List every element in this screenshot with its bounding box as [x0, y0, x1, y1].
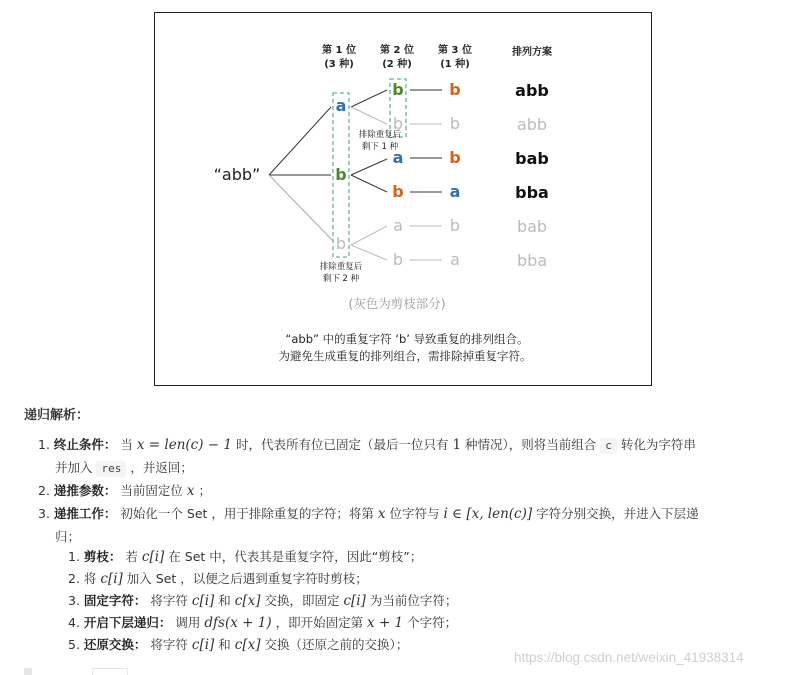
- item-text: 转化为字符串: [616, 437, 696, 452]
- result-r6: bba: [516, 251, 548, 270]
- item-text: 时，代表所有位已固定（最后一位只有: [232, 437, 453, 452]
- bottom-code-edge: [92, 668, 128, 675]
- math-expr: dfs(x + 1): [204, 615, 272, 631]
- tree-svg: [155, 13, 653, 387]
- permutation-tree-diagram: [154, 12, 652, 386]
- item-text: 交换，即固定: [260, 593, 344, 608]
- result-r2: abb: [516, 115, 548, 134]
- l2-node-a-pruned: a: [393, 216, 403, 235]
- item-label: 还原交换：: [83, 637, 147, 652]
- prune-note-bottom-line1: 排除重复后: [319, 262, 363, 272]
- item-text: 个字符；: [403, 615, 458, 630]
- math-expr: x + 1: [367, 615, 404, 631]
- item-text: 和: [214, 593, 235, 608]
- item-number: 1.: [38, 437, 50, 452]
- sub-item-4: [68, 612, 457, 634]
- sub-item-1: [68, 546, 422, 568]
- result-r4: bba: [515, 183, 549, 202]
- l2-node-b2: b: [392, 182, 404, 201]
- caption-line2: 为避免生成重复的排列组合，需排除掉重复字符。: [278, 349, 532, 363]
- math-expr: i ∈ [x, len(c)]: [443, 506, 533, 522]
- list-item-1: [38, 434, 696, 456]
- item-label: 固定字符：: [83, 593, 147, 608]
- sub-item-2: [68, 568, 368, 590]
- result-r1: abb: [515, 81, 549, 100]
- item-text: 加入 Set ，以便之后遇到重复字符时剪枝；: [122, 571, 368, 586]
- caption-line1: “abb” 中的重复字符 ‘b’ 导致重复的排列组合。: [285, 332, 529, 346]
- item-text: 并加入: [55, 460, 97, 475]
- item-text: 当: [120, 437, 137, 452]
- l2-node-b-pruned2: b: [392, 250, 404, 269]
- l3-node-r3: b: [449, 148, 461, 167]
- l2-node-a: a: [392, 148, 404, 167]
- l3-node-r6: a: [450, 250, 460, 269]
- gray-note: (灰色为剪枝部分): [348, 296, 446, 311]
- l3-node-r1: b: [449, 80, 461, 99]
- item-number: 3.: [38, 506, 50, 521]
- l2-node-b-pruned: b: [392, 114, 404, 133]
- header-col2-line2: (2 种): [382, 59, 412, 70]
- inline-code: res: [96, 461, 126, 477]
- item-text: 为当前位字符；: [365, 593, 458, 608]
- item-text: 调用: [171, 615, 205, 630]
- item-number: 2.: [38, 483, 50, 498]
- item-text: ，并返回；: [126, 460, 193, 475]
- item-text: 字符分别交换，并进入下层递: [532, 506, 699, 521]
- math-expr: c[i]: [343, 593, 366, 609]
- result-r5: bab: [516, 217, 548, 236]
- item-label: 递推参数：: [53, 483, 117, 498]
- math-expr: x: [186, 483, 195, 499]
- math-expr: c[x]: [234, 593, 261, 609]
- prune-note-top-line1: 排除重复后: [358, 130, 402, 140]
- prune-note-bottom-line2: 剩下 2 种: [322, 274, 360, 284]
- math-expr: x: [377, 506, 386, 522]
- math-expr: 1: [452, 437, 462, 453]
- list-item-3-cont: [55, 526, 80, 548]
- item-text: 交换（还原之前的交换）；: [260, 637, 409, 652]
- l1-node-b-pruned: b: [335, 234, 347, 253]
- section-title: 递归解析：: [24, 408, 90, 423]
- math-expr: c[i]: [191, 593, 215, 609]
- item-text: 和: [214, 637, 235, 652]
- item-number: 4.: [68, 615, 80, 630]
- l1-node-a: a: [335, 96, 347, 115]
- item-text: ，即开始固定第: [271, 615, 368, 630]
- list-item-3: [38, 503, 699, 525]
- bottom-decoration: [24, 668, 32, 675]
- item-label: 终止条件：: [53, 437, 117, 452]
- item-text: 位字符与: [385, 506, 444, 521]
- l1-node-b: b: [335, 165, 347, 184]
- math-expr: c[x]: [234, 637, 261, 653]
- item-number: 3.: [68, 593, 80, 608]
- item-text: 初始化一个 Set ，用于排除重复的字符；将第: [116, 506, 378, 521]
- l3-node-r4: a: [449, 182, 461, 201]
- header-col2-line1: 第 2 位: [380, 45, 414, 56]
- header-col1-line2: (3 种): [324, 59, 354, 70]
- item-label: 递推工作：: [53, 506, 117, 521]
- result-r3: bab: [515, 149, 549, 168]
- math-expr: c[i]: [191, 637, 215, 653]
- item-label: 剪枝：: [83, 549, 122, 564]
- item-label: 开启下层递归：: [83, 615, 172, 630]
- item-text: 将字符: [146, 593, 192, 608]
- header-col1-line1: 第 1 位: [322, 45, 356, 56]
- item-text: 当前固定位: [116, 483, 187, 498]
- inline-code: c: [600, 438, 617, 454]
- item-number: 5.: [68, 637, 80, 652]
- prune-note-top-line2: 剩下 1 种: [361, 142, 399, 152]
- header-col3-line1: 第 3 位: [438, 45, 472, 56]
- root-node: “abb”: [213, 165, 261, 184]
- list-item-1-cont: [55, 457, 193, 479]
- watermark: https://blog.csdn.net/weixin_41938314: [514, 650, 744, 665]
- item-text: 种情况），则将当前组合: [461, 437, 601, 452]
- item-text: 归；: [55, 529, 81, 544]
- item-text: 将字符: [146, 637, 192, 652]
- l3-node-r5: b: [449, 216, 461, 235]
- sub-item-5: [68, 634, 408, 656]
- list-item-2: [38, 480, 211, 502]
- item-text: 若: [121, 549, 142, 564]
- l2-node-b: b: [392, 80, 404, 99]
- item-number: 2.: [68, 571, 80, 586]
- item-text: 将: [83, 571, 101, 586]
- item-text: ；: [194, 483, 211, 498]
- header-col3-line2: (1 种): [440, 59, 470, 70]
- sub-item-3: [68, 590, 457, 612]
- math-expr: x = len(c) − 1: [136, 437, 232, 453]
- item-number: 1.: [68, 549, 80, 564]
- math-expr: c[i]: [100, 571, 123, 587]
- item-text: 在 Set 中，代表其是重复字符，因此“剪枝”；: [164, 549, 423, 564]
- math-expr: c[i]: [141, 549, 165, 565]
- header-col4: 排列方案: [512, 47, 552, 58]
- l3-node-r2: b: [449, 114, 461, 133]
